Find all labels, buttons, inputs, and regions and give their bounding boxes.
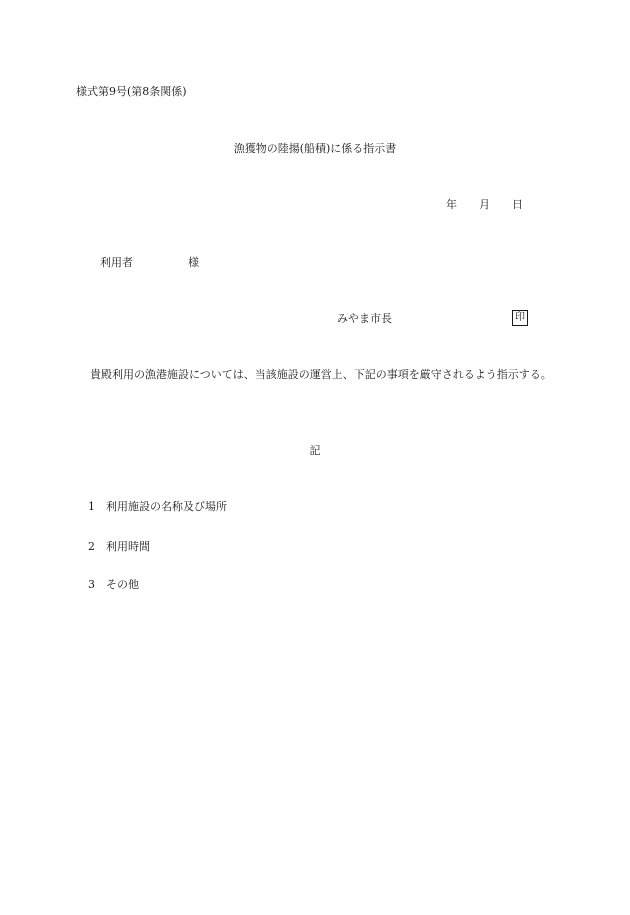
document-title: 漁獲物の陸揚(船積)に係る指示書 [233,142,397,155]
ki-heading: 記 [309,444,321,457]
addressee-label: 利用者 [100,256,133,269]
date-month-label: 月 [479,198,490,211]
seal-mark: 印 [512,310,528,326]
item-text: その他 [106,578,139,591]
item-text: 利用施設の名称及び場所 [106,500,227,513]
list-item [88,577,139,593]
issuer-name: みやま市長 [337,312,392,325]
item-number: 2 [88,540,95,553]
form-number: 様式第9号(第8条関係) [76,85,187,98]
list-item [88,499,227,515]
date-year-label: 年 [446,198,457,211]
date-line [446,197,523,213]
addressee-line [100,255,199,271]
addressee-honorific: 様 [188,256,199,269]
item-number: 3 [88,578,95,591]
date-day-label: 日 [512,198,523,211]
body-paragraph: 貴殿利用の漁港施設については、当該施設の運営上、下記の事項を厳守されるよう指示する。 [90,368,552,381]
item-number: 1 [88,500,95,513]
item-text: 利用時間 [106,540,150,553]
list-item [88,539,150,555]
